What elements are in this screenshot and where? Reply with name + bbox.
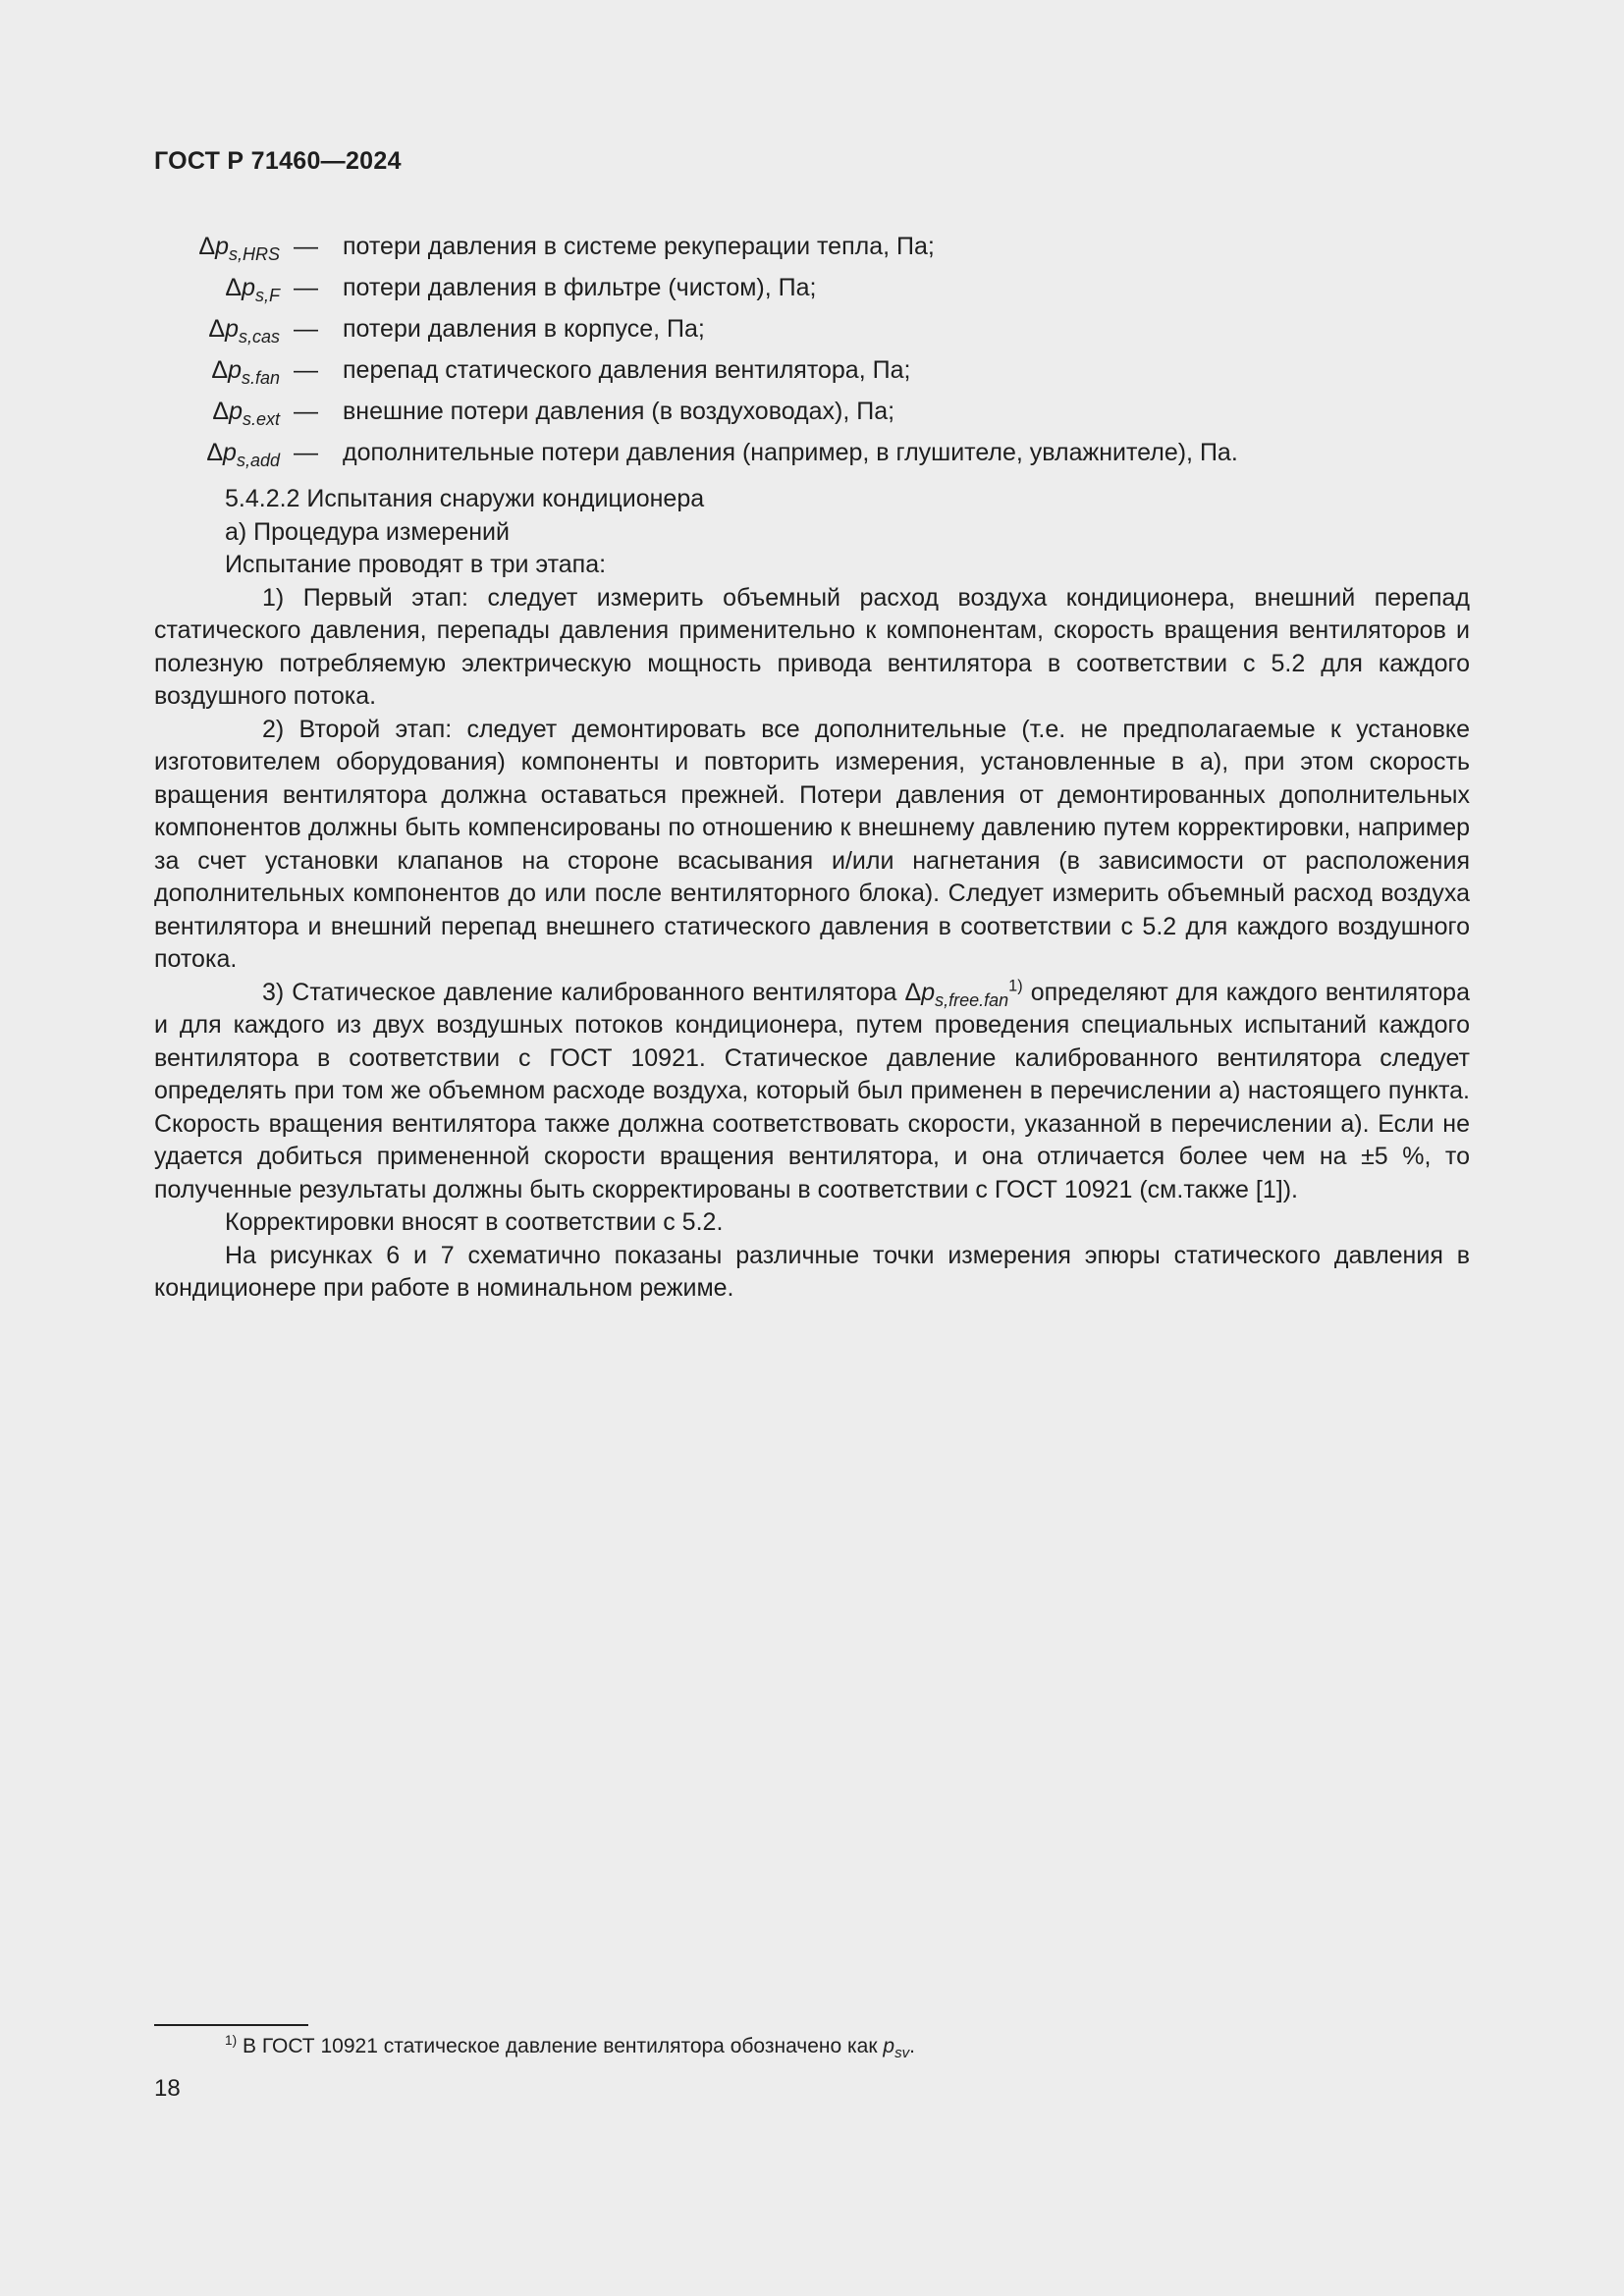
definition-text: потери давления в системе рекуперации тепла, Па;	[343, 233, 935, 260]
definition-text: потери давления в фильтре (чистом), Па;	[343, 274, 817, 301]
definition-symbol: $\Delta p_{s,F}$	[225, 274, 280, 305]
definition-text: внешние потери давления (в воздуховодах), Па;	[343, 398, 895, 425]
stages-intro: Испытание проводят в три этапа:	[225, 551, 607, 578]
stage-1-paragraph: 1) Первый этап: следует измерить объемный расход воздуха кондиционера, внешний перепад статического давления, перепады давления применительно к компонентам, скорость вращения вентиляторов и полезную потребляемую электрическую мощность привода вентилятора в соответствии с 5.2 для каждого воздушного потока.	[154, 583, 1470, 710]
item-a-heading: а) Процедура измерений	[225, 517, 510, 546]
definition-symbol: $\Delta p_{s,HRS}$	[198, 233, 280, 264]
document-header: ГОСТ Р 71460—2024	[154, 147, 402, 175]
stage-2-paragraph: 2) Второй этап: следует демонтировать все дополнительные (т.е. не предполагаемые к установке изготовителем оборудования) компоненты и повторить измерения, установленные в а), при этом скорость вращения вентилятора должна оставаться прежней. Потери давления от демонтированных дополнительных компонентов должны быть компенсированы по отношению к внешнему давлению путем корректировки, например за счет установки клапанов на стороне всасывания и/или нагнетания (в зависимости от расположения дополнительных компонентов до или после вентиляторного блока). Следует измерить объемный расход воздуха вентилятора и внешний перепад внешнего статического давления в соответствии с 5.2 для каждого воздушного потока.	[154, 715, 1470, 973]
section-heading: 5.4.2.2 Испытания снаружи кондиционера	[225, 485, 705, 512]
definition-row: $\Delta p_{s,cas}$ — потери давления в корпусе, Па;	[154, 315, 1470, 356]
definition-text: потери давления в корпусе, Па;	[343, 315, 705, 343]
footnote-marker: 1)	[225, 2033, 238, 2048]
definition-row: $\Delta p_{s.fan}$ — перепад статического давления вентилятора, Па;	[154, 356, 1470, 398]
main-body	[154, 483, 1470, 1306]
definition-text: перепад статического давления вентилятора, Па;	[343, 356, 911, 384]
figures-note-paragraph: На рисунках 6 и 7 схематично показаны различные точки измерения эпюры статического давления в кондиционере при работе в номинальном режиме.	[154, 1241, 1470, 1302]
symbol-definitions	[154, 233, 1470, 480]
stage-3-paragraph: 3) Статическое давление калиброванного вентилятора $\Delta p_{s,free.fan}^{1)}$ определяют для каждого вентилятора и для каждого из двух воздушных потоков кондиционера, путем проведения специальных испытаний каждого вентилятора в соответствии с ГОСТ 10921. Статическое давление калиброванного вентилятора следует определять при том же объемном расходе воздуха, который был применен в перечислении а) настоящего пункта. Скорость вращения вентилятора также должна соответствовать скорости, указанной в перечислении а). Если не удается добиться примененной скорости вращения вентилятора, и она отличается более чем на ±5 %, то полученные результаты должны быть скорректированы в соответствии с ГОСТ 10921 (см.также [1]).	[154, 977, 1470, 1203]
page-number: 18	[154, 2075, 181, 2102]
definition-row: $\Delta p_{s,HRS}$ — потери давления в системе рекуперации тепла, Па;	[154, 233, 1470, 274]
footnote-divider	[154, 2024, 308, 2026]
definition-symbol: $\Delta p_{s,add}$	[206, 439, 280, 470]
definition-symbol: $\Delta p_{s.ext}$	[212, 398, 280, 429]
definition-row: $\Delta p_{s,F}$ — потери давления в фильтре (чистом), Па;	[154, 274, 1470, 315]
definition-row: $\Delta p_{s.ext}$ — внешние потери давления (в воздуховодах), Па;	[154, 398, 1470, 439]
definition-symbol: $\Delta p_{s.fan}$	[211, 356, 280, 388]
definition-row: $\Delta p_{s,add}$ — дополнительные потери давления (например, в глушителе, увлажнителе), Па.	[154, 439, 1470, 480]
corrections-paragraph: Корректировки вносят в соответствии с 5.2.	[225, 1208, 724, 1236]
footnote: $^{1)}$ В ГОСТ 10921 статическое давление вентилятора обозначено как $p_{sv}$.	[225, 2033, 916, 2062]
definition-text: дополнительные потери давления (например, в глушителе, увлажнителе), Па.	[343, 439, 1238, 466]
definition-symbol: $\Delta p_{s,cas}$	[208, 315, 280, 347]
